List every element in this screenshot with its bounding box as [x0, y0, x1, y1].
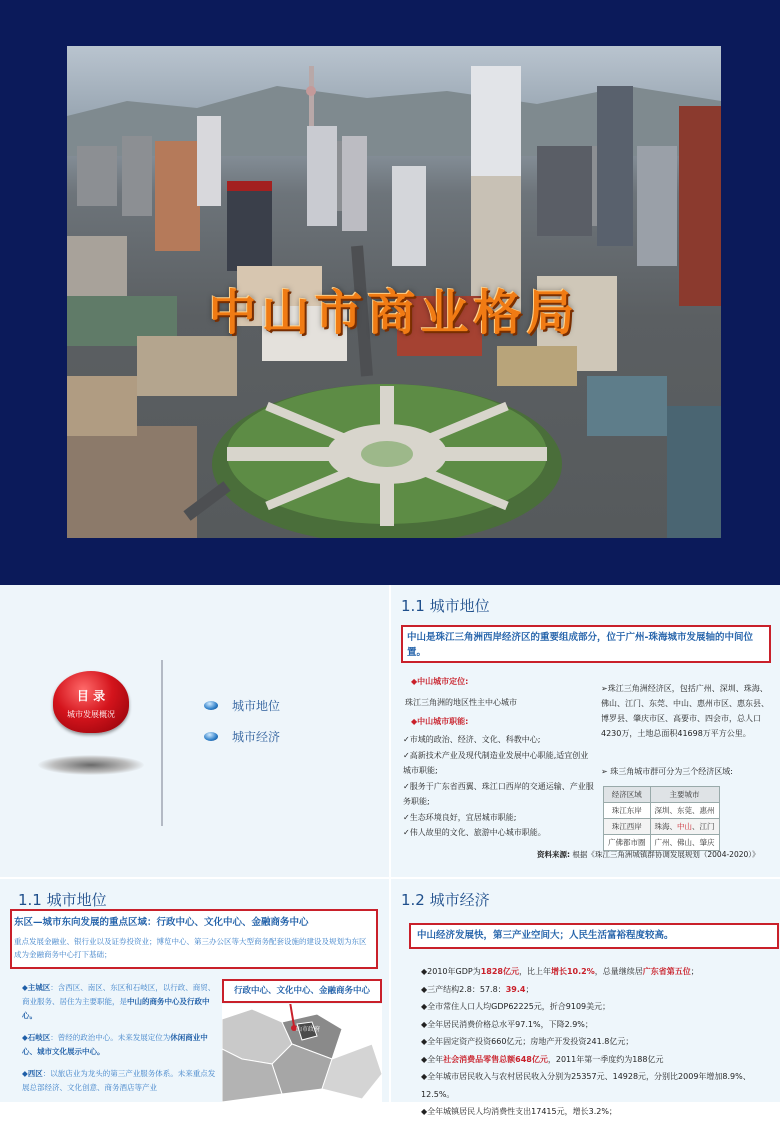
stat-industry-structure: ◆三产结构2.8：57.8：39.4；: [421, 984, 534, 994]
table-cell: 珠海、中山、江门: [650, 819, 719, 835]
west-district-bullet: ◆西区：以旅店业为龙头的第三产业服务体系。未来重点发展总部经济、文化创意、商务酒店等产业: [22, 1069, 216, 1092]
toc-seal-badge: [53, 671, 129, 733]
table-row: [604, 803, 720, 819]
east-district-box: [10, 909, 378, 969]
east-district-slide: [0, 879, 389, 1102]
stat-retail: ◆全年社会消费品零售总额648亿元，2011年第一季度约为188亿元: [421, 1054, 664, 1064]
toc-seal-title: 目 录: [76, 689, 106, 703]
function-item: ✓高新技术产业及现代制造业发展中心职能,适宜创业城市职能;: [403, 750, 589, 775]
stat-gdp-per-capita: ◆全市常住人口人均GDP62225元，折合9109美元；: [421, 1002, 611, 1011]
stat-investment: ◆全年固定资产投资660亿元；房地产开发投资241.8亿元；: [421, 1037, 634, 1046]
seal-shadow: [38, 755, 144, 775]
positioning-text: 珠江三角洲的地区性主中心城市: [405, 698, 517, 707]
function-item: ✓生态环境良好，宜居城市职能;: [403, 812, 517, 822]
map-label-box: 行政中心、文化中心、金融商务中心: [222, 979, 382, 1003]
table-header: 经济区域: [604, 787, 651, 803]
table-row: [604, 819, 720, 835]
economy-stat-list: [421, 963, 777, 1121]
city-economy-slide: [391, 879, 780, 1116]
bullet-dot-icon: [204, 701, 218, 710]
toc-seal-subtitle: 城市发展概况: [67, 710, 115, 719]
economic-region-table: [603, 786, 720, 851]
table-cell: 广佛都市圈: [604, 835, 651, 851]
shiqi-district-bullet: ◆石岐区：曾经的政治中心。未来发展定位为休闲商业中心、城市文化展示中心。: [22, 1033, 208, 1056]
east-district-body: 重点发展金融业、银行业以及证券投资业；博览中心、第三办公区等大型商务配套设施的建设及规划为东区成为金融商务中心打下基础；: [14, 937, 367, 959]
function-item: ✓伟人故里的文化、旅游中心城市职能。: [403, 828, 546, 837]
cover-title: 中山市商业格局: [208, 285, 580, 341]
region-description: ➢珠江三角洲经济区，包括广州、深圳、珠海、佛山、江门、东莞、中山、惠州市区、惠东县、博罗县、肇庆市区、高要市、四会市，总人口4230万，土地总面积41698万平方公里。: [601, 684, 769, 738]
slide-heading: 1.1 城市地位: [18, 891, 107, 909]
source-note: 资料来源: 根据《珠江三角洲城镇群协调发展规划（2004-2020）》: [537, 850, 760, 859]
toc-item-label: 城市地位: [232, 699, 281, 713]
table-cell: 珠江东岸: [604, 803, 651, 819]
main-district-bullet: ◆主城区：含西区、南区、东区和石岐区，以行政、商贸、商业服务、居住为主要职能，是中山的商务中心及行政中心。: [22, 983, 216, 1020]
stat-gdp: ◆2010年GDP为1828亿元，比上年增长10.2%，总量继续居广东省第五位；: [421, 967, 699, 976]
city-aerial-photo: [67, 46, 721, 538]
function-item: ✓市域的政治、经济、文化、科教中心;: [403, 735, 541, 744]
toc-item-label: 城市经济: [232, 730, 281, 744]
table-cell: 珠江西岸: [604, 819, 651, 835]
table-header-row: [604, 787, 720, 803]
table-cell: 深圳、东莞、惠州: [650, 803, 719, 819]
slide-heading: 1.1 城市地位: [401, 597, 490, 615]
intro-box: 中山是珠江三角洲西岸经济区的重要组成部分，位于广州-珠海城市发展轴的中间位置。: [401, 625, 771, 663]
toc-slide: [0, 585, 389, 877]
district-map: [222, 1004, 382, 1102]
bullet-dot-icon: [204, 732, 218, 741]
district-map-shapes: [222, 1004, 382, 1102]
table-cell: 广州、佛山、肇庆: [650, 835, 719, 851]
function-item: ✓服务于广东省西翼、珠江口西岸的交通运输、产业服务职能;: [403, 781, 594, 806]
east-district-title: 东区—城市东向发展的重点区域：行政中心、文化中心、金融商务中心: [14, 917, 309, 928]
toc-divider-line: [161, 660, 163, 826]
slide-heading: 1.2 城市经济: [401, 891, 490, 909]
region-split-text: ➢ 珠三角城市群可分为三个经济区域:: [601, 767, 733, 776]
stat-income: ◆全年城市居民收入与农村居民收入分别为25357元、14928元，分别比2009年增加8.9%、12.5%。: [421, 1072, 751, 1099]
economy-summary-box: 中山经济发展快，第三产业空间大；人民生活富裕程度较高。: [409, 923, 779, 949]
stat-consumption: ◆全年城镇居民人均消费性支出17415元，增长3.2%；: [421, 1107, 617, 1116]
map-city-hall-label: 山市政府: [296, 1026, 321, 1033]
positioning-title: ◆中山城市定位:: [411, 677, 469, 686]
function-title: ◆中山城市职能:: [411, 717, 469, 726]
city-position-slide: [391, 585, 780, 877]
stat-cpi: ◆全年居民消费价格总水平97.1%，下降2.9%；: [421, 1019, 593, 1029]
function-list: [403, 732, 595, 841]
table-header: 主要城市: [650, 787, 719, 803]
